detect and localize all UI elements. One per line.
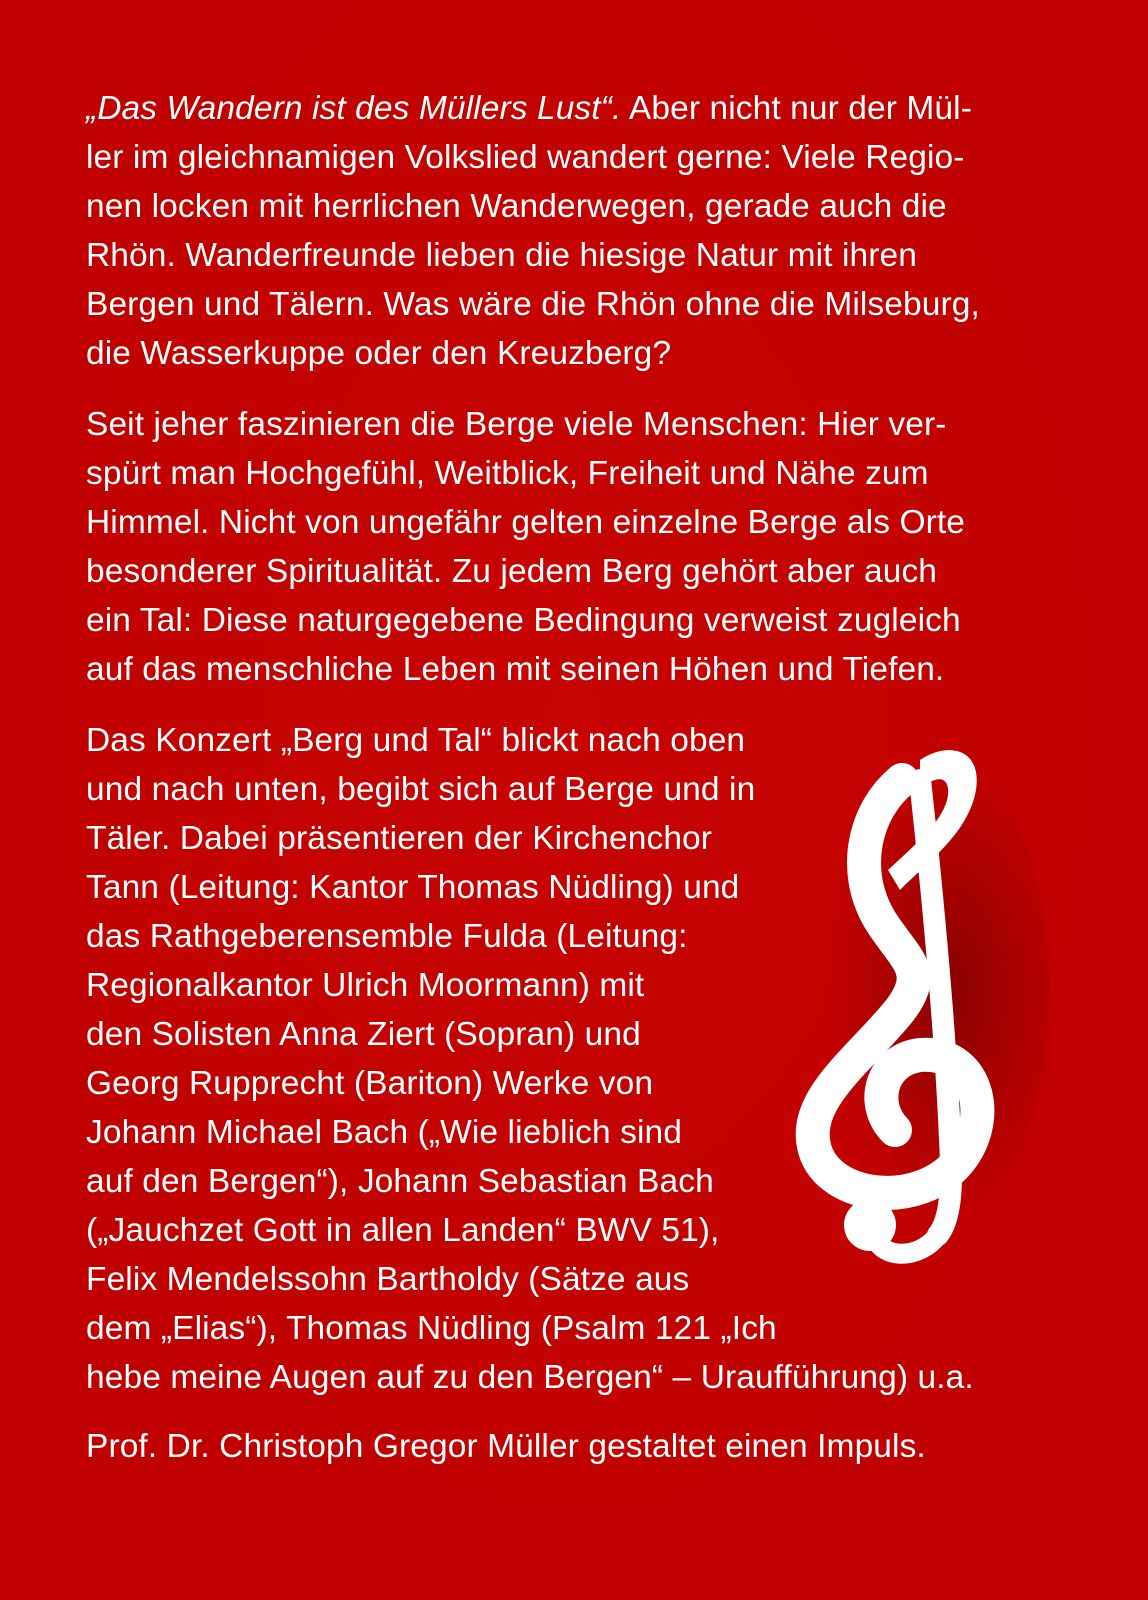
paragraph-2-line: besonderer Spiritualität. Zu jedem Berg gehört aber auch — [86, 553, 938, 590]
paragraph-3-line: Felix Mendelssohn Bartholdy (Sätze aus — [86, 1261, 690, 1298]
paragraph-2-line: spürt man Hochgefühl, Weitblick, Freiheit und Nähe zum — [86, 455, 929, 492]
paragraph-3-line: Georg Rupprecht (Bariton) Werke von — [86, 1065, 654, 1102]
paragraph-3-line: hebe meine Augen auf zu den Bergen“ – Uraufführung) u.a. — [86, 1359, 974, 1396]
paragraph-1-line: Rhön. Wanderfreunde lieben die hiesige Natur mit ihren — [86, 237, 917, 274]
paragraph-3-line: und nach unten, begibt sich auf Berge und in — [86, 771, 756, 808]
treble-clef-decoration — [770, 720, 1110, 1280]
paragraph-3-line: Johann Michael Bach („Wie lieblich sind — [86, 1114, 683, 1151]
paragraph-3-line: auf den Bergen“), Johann Sebastian Bach — [86, 1163, 714, 1200]
paragraph-1-line-1-rest: Aber nicht nur der Mül- — [621, 90, 972, 127]
paragraph-2-line: auf das menschliche Leben mit seinen Höhen und Tiefen. — [86, 651, 945, 688]
treble-clef-icon — [770, 720, 1110, 1280]
paragraph-3-line: Täler. Dabei präsentieren der Kirchenchor — [86, 820, 713, 857]
paragraph-1-line-1 — [86, 84, 972, 133]
paragraph-4-line: Prof. Dr. Christoph Gregor Müller gestaltet einen Impuls. — [86, 1428, 926, 1465]
paragraph-2-line: ein Tal: Diese naturgegebene Bedingung verweist zugleich — [86, 602, 961, 639]
paragraph-1-line: Bergen und Tälern. Was wäre die Rhön ohne die Milseburg, — [86, 286, 980, 323]
paragraph-2-line: Seit jeher faszinieren die Berge viele Menschen: Hier ver- — [86, 406, 947, 443]
paragraph-1-line: nen locken mit herrlichen Wanderwegen, gerade auch die — [86, 188, 947, 225]
paragraph-2-line: Himmel. Nicht von ungefähr gelten einzelne Berge als Orte — [86, 504, 966, 541]
paragraph-3-line: den Solisten Anna Ziert (Sopran) und — [86, 1016, 641, 1053]
paragraph-3-line: dem „Elias“), Thomas Nüdling (Psalm 121 „Ich — [86, 1310, 777, 1347]
song-title-quote: „Das Wandern ist des Müllers Lust“. — [86, 90, 622, 127]
paragraph-3-line: („Jauchzet Gott in allen Landen“ BWV 51), — [86, 1212, 720, 1249]
paragraph-3-line: Das Konzert „Berg und Tal“ blickt nach oben — [86, 722, 746, 759]
paragraph-1-line: die Wasserkuppe oder den Kreuzberg? — [86, 335, 672, 372]
paragraph-3-line: Regionalkantor Ulrich Moormann) mit — [86, 967, 645, 1004]
paragraph-3-line: Tann (Leitung: Kantor Thomas Nüdling) und — [86, 869, 740, 906]
paragraph-1-line: ler im gleichnamigen Volkslied wandert gerne: Viele Regio- — [86, 139, 965, 176]
paragraph-3-line: das Rathgeberensemble Fulda (Leitung: — [86, 918, 688, 955]
